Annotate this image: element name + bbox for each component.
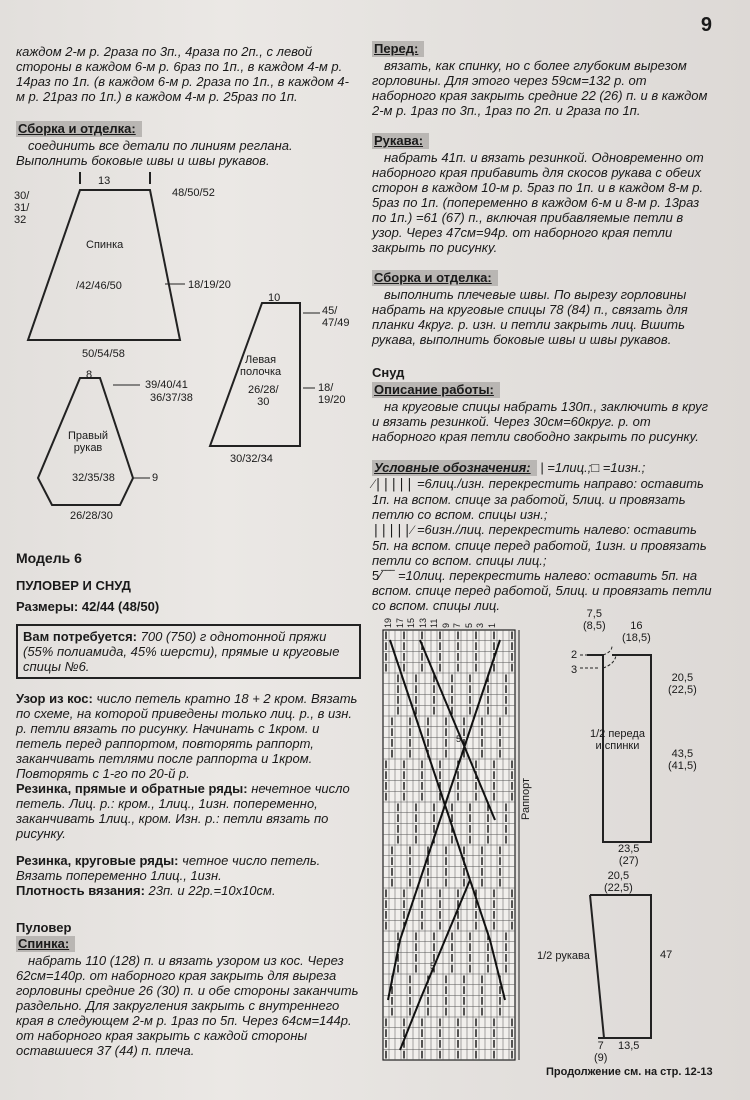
legend-item-1: ⁄||||| =6лиц./изн. перекрестить направо: оставить 1п. на вспом. спице за работой, 5лиц. и провязать петлю со вспом. спицы изн.; <box>372 476 704 522</box>
intro-text: каждом 2-м р. 2раза по 3п., 4раза по 2п., с левой стороны в каждом 6-м р. 6раз по 1п., в каждом 4-м р. 14раз по 1п. (в каждом 6-м р. 2раза по 1п., в каждом 4-м р. 21раз по 1п.) в каждом 4-м р. 25раз по 1п. <box>16 44 349 104</box>
body-name: 1/2 переда и спинки <box>590 728 645 752</box>
legend-sym1: | =1лиц.; <box>540 460 592 475</box>
body-length: 43,5 (41,5) <box>668 748 697 772</box>
materials-label: Вам потребуется: <box>23 629 137 644</box>
snood-title: Снуд <box>372 365 405 380</box>
sleeve-half-cuff2: 13,5 <box>618 1040 640 1052</box>
back-side-label: 18/19/20 <box>188 279 231 291</box>
back-top-label: 13 <box>98 175 111 187</box>
body-armhole: 20,5 (22,5) <box>668 672 697 696</box>
front-side-label: 18/ 19/20 <box>318 382 346 406</box>
repeat-label: Раппорт <box>520 777 532 820</box>
model-title: Модель 6 <box>16 550 82 566</box>
chart-row-number: 13 <box>417 617 428 628</box>
snood-heading: Описание работы: <box>372 382 500 398</box>
sizes-value: 42/44 (48/50) <box>81 599 160 614</box>
chart-row-number: 19 <box>383 617 393 628</box>
front-top-label: 10 <box>268 292 281 304</box>
cable-left-symbol: |||||⁄ <box>372 523 414 538</box>
assembly-text-left: соединить все детали по линиям реглана. Выполнить боковые швы и швы рукавов. <box>16 138 293 168</box>
sleeve-top-label: 8 <box>86 369 93 381</box>
front-name: Левая полочка <box>240 354 282 378</box>
chart-row-number: 5 <box>463 622 474 628</box>
sleeve-half-length: 47 <box>660 949 673 961</box>
sleeve-name: Правый рукав <box>68 430 109 454</box>
body-mark-3: 3 <box>571 664 578 676</box>
legend-item-2: |||||⁄ =6изн./лиц. перекрестить налево: оставить 5п. на вспом. спице перед работой, 1изн. и провязать петли со вспом. спицы лиц.; <box>372 522 707 568</box>
chart-row-number: 11 <box>429 618 439 628</box>
sleeves-heading: Рукава: <box>372 133 429 149</box>
sleeves-text: набрать 41п. и вязать резинкой. Одновременно от наборного края прибавить для скосов рукава с обеих сторон в каждом 10-м р. 5раз по 1п. и в каждом 8-м р. 5раз по 1п. (попеременно в каждом 6-м и 8-м р. 13раз по 1п.) =61 (67) п., включая прибавляемые петли в узор. Через 47см=94р. от наборного края петли закрыть по рисунку. <box>372 150 704 255</box>
sleeve-half-cuff: 7 (9) <box>594 1040 608 1064</box>
sleeve-half-top: 20,5 (22,5) <box>604 870 633 894</box>
body-bottom: 23,5 (27) <box>618 843 640 867</box>
chart-row-number: 3 <box>475 622 485 628</box>
front-right-top-label: 45/ 47/49 <box>322 305 350 329</box>
back-name: Спинка <box>86 239 124 251</box>
pattern-1: Узор из кос: число петель кратно 18 + 2 кром. Вязать по схеме, на которой приведены только лиц. р., в изн. р. петли вязать по рисунку. Начинать с 1кром. и петель перед раппортом, повторять раппорт, заканчивать петлями после раппорта и 1кром. Повторять с 1-го по 20-й р. <box>16 691 358 781</box>
back-mid-label: /42/46/50 <box>76 280 122 292</box>
page-number: 9 <box>700 14 712 36</box>
back-bottom-label: 50/54/58 <box>82 348 125 360</box>
front-heading: Перед: <box>372 41 424 57</box>
materials-value: 700 (750) г однотонной пряжи (55% полиамида, 45% шерсти), прямые и круговые спицы №6. <box>23 629 340 674</box>
snood-text: на круговые спицы набрать 130п., заключить в круг и вязать резинкой. Через 30см=60круг. р. от наборного края петли свободно закрыть по рисунку. <box>372 399 708 444</box>
model-name: ПУЛОВЕР И СНУД <box>16 578 131 593</box>
sleeve-half-name: 1/2 рукава <box>537 950 590 962</box>
front-mid-label: 26/28/ 30 <box>248 384 279 408</box>
sleeve-mid-label: 32/35/38 <box>72 472 115 484</box>
chart-row-number: 17 <box>394 617 405 628</box>
pattern-2: Резинка, прямые и обратные ряды: нечетное число петель. Лиц. р.: кром., 1лиц., 1изн. попеременно, заканчивать 1лиц., кром. Изн. р.: петли вязать по рисунку. <box>16 781 350 841</box>
assembly-heading-right: Сборка и отделка: <box>372 270 498 286</box>
back-heading: Спинка: <box>16 936 75 952</box>
cable-ten-symbol: 5⁄‾‾‾ <box>372 568 395 583</box>
body-neck-width: 7,5 (8,5) <box>583 608 606 632</box>
legend-sym2: □ =1изн.; <box>591 460 646 475</box>
sleeve-bottom-label: 26/28/30 <box>70 510 113 522</box>
front-bottom-label: 30/32/34 <box>230 453 273 465</box>
chart-row-number: 9 <box>440 622 451 628</box>
assembly-heading-left: Сборка и отделка: <box>16 121 142 137</box>
chart-row-number: 1 <box>486 622 497 628</box>
sleeve-right-top-label: 39/40/41 <box>145 379 188 391</box>
chart-row-number: 7 <box>452 622 462 628</box>
sleeve-side-label: 9 <box>152 472 159 484</box>
chart-row-number: 15 <box>406 617 416 628</box>
back-text: набрать 110 (128) п. и вязать узором из кос. Через 62см=140р. от наборного края закрыть для выреза горловины средние 26 (30) п. и обе стороны заканчить раздельно. Для закругления закрыть с внутреннего края в следующем 2-м р. 1раз по 5п. Через 64см=144р. от наборного края закрыть с каждой стороны оставшиеся 37 (44) п. плеча. <box>16 953 359 1058</box>
chart-mark-5a: 5 <box>456 734 462 744</box>
assembly-text-right: выполнить плечевые швы. По вырезу горловины набрать на круговые спицы 78 (84) п., связать для планки 4круг. р. изн. и петли закрыть лиц. Вшить рукава, выполнить боковые швы и швы рукавов. <box>372 287 688 347</box>
cable-right-symbol: ⁄||||| <box>372 477 414 492</box>
chart-mark-5b: 5 <box>430 961 436 971</box>
legend-heading: Условные обозначения: <box>372 460 537 476</box>
body-mark-2: 2 <box>571 649 578 661</box>
body-shoulder-width: 16 (18,5) <box>622 620 651 644</box>
footer-continued: Продолжение см. на стр. 12-13 <box>546 1066 713 1078</box>
back-right-top-label: 48/50/52 <box>172 187 215 199</box>
sizes-label: Размеры: <box>16 599 79 614</box>
sleeve-right-top-label2: 36/37/38 <box>150 392 193 404</box>
back-left-label: 30/ 31/ 32 <box>14 190 30 226</box>
legend-item-3: 5⁄‾‾‾ =10лиц. перекрестить налево: оставить 5п. на вспом. спице перед работой, 5лиц. и провязать петли со вспом. спицы лиц. <box>372 568 712 613</box>
pullover-title: Пуловер <box>16 920 72 935</box>
pattern-3: Резинка, круговые ряды: четное число петель. Вязать попеременно 1лиц., 1изн. <box>16 853 321 883</box>
pattern-4: Плотность вязания: 23п. и 22р.=10х10см. <box>16 883 276 898</box>
front-text: вязать, как спинку, но с более глубоким вырезом горловины. Для этого через 59см=132 р. от наборного края закрыть средние 22 (26) п. и в каждом 2-м р. 1раз по 3п., 1раз по 2п. и 2раза по 1п. <box>372 58 708 118</box>
